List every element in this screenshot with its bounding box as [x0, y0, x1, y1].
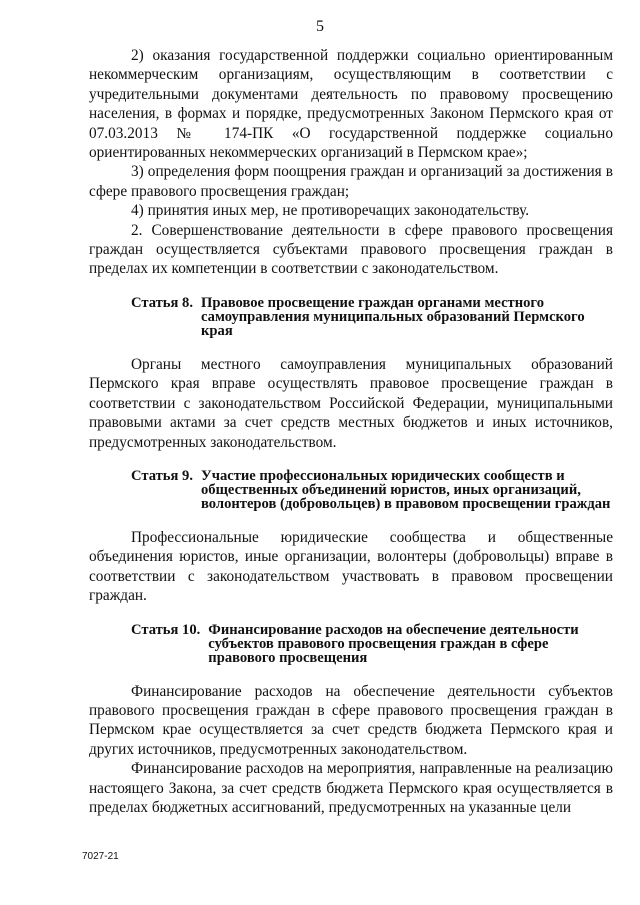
article-9-heading: [89, 469, 613, 511]
article-8-title: Правовое просвещение граждан органами местного самоуправления муниципальных образований Пермского края: [201, 294, 585, 339]
article-9-title: Участие профессиональных юридических сообществ и общественных объединений юристов, иных организаций, волонтеров (добровольцев) в правовом просвещении граждан: [201, 467, 611, 512]
article-10-title: Финансирование расходов на обеспечение деятельности субъектов правового просвещения граждан в сфере правового просвещения: [208, 621, 579, 666]
article-8-text: Органы местного самоуправления муниципальных образований Пермского края вправе осуществлять правовое просвещение граждан в соответствии с законодательством Российской Федерации, муниципальными правовыми актами за счет средств местных бюджетов и иных источников, предусмотренных законодательством.: [89, 355, 613, 451]
article-10-number: Статья 10.: [131, 621, 201, 638]
article-9-text: Профессиональные юридические сообщества и общественные объединения юристов, иные организации, волонтеры (добровольцы) вправе в соответствии с законодательством участвовать в правовом просвещении граждан.: [89, 528, 613, 605]
article-9-number: Статья 9.: [131, 467, 193, 484]
page-number: 5: [316, 18, 324, 35]
article-10-text-2: Финансирование расходов на мероприятия, направленные на реализацию настоящего Закона, за счет средств бюджета Пермского края осуществляется в пределах бюджетных ассигнований, предусмотренных на указанные цели: [89, 760, 613, 816]
article-8-heading: [89, 296, 613, 338]
paragraph-improvement: 2. Совершенствование деятельности в сфере правового просвещения граждан осуществляется субъектами правового просвещения граждан в пределах их компетенции в соответствии с законодательством.: [89, 221, 613, 278]
paragraph-other-measures: 4) принятия иных мер, не противоречащих законодательству.: [131, 202, 530, 220]
document-body: [89, 46, 613, 817]
paragraph-support-nko: 2) оказания государственной поддержки социально ориентированным некоммерческим организациям, осуществляющим в соответствии с учредительными документами деятельность по правовому просвещению населения, в формах и порядке, предусмотренных Законом Пермского края от 07.03.2013 № 174-ПК «О государственной поддержке социально ориентированных некоммерческих организаций в Пермском крае»;: [89, 47, 613, 162]
article-10-heading: [89, 623, 613, 665]
article-8-number: Статья 8.: [131, 294, 193, 311]
document-code: 7027-21: [82, 851, 119, 862]
article-10-text-1: Финансирование расходов на обеспечение деятельности субъектов правового просвещения граждан в сфере правового просвещения граждан в Пермском крае осуществляется за счет средств бюджета Пермского края и других источников, предусмотренных законодательством.: [89, 682, 613, 758]
paragraph-reward-forms: 3) определения форм поощрения граждан и организаций за достижения в сфере правового просвещения граждан;: [89, 163, 613, 200]
